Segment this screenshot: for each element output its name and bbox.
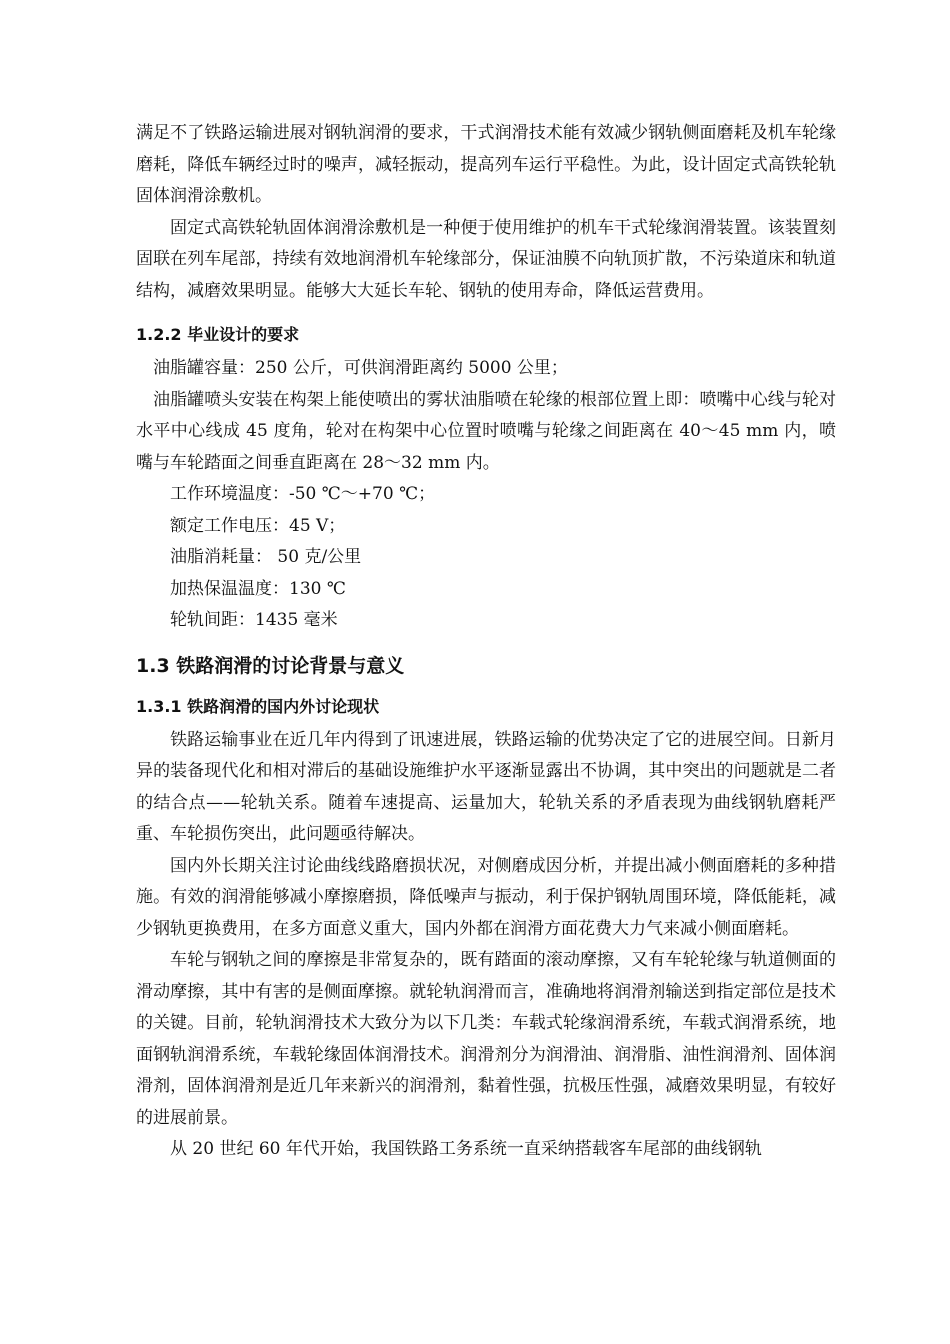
spec-grease-consumption: 油脂消耗量： 50 克/公里 <box>170 547 362 567</box>
spec-rated-voltage: 额定工作电压：45 V； <box>170 515 346 536</box>
paragraph-wear-research: 国内外长期关注讨论曲线线路磨损状况，对侧磨成因分析，并提出减小侧面磨耗的多种措施。有效的润滑能够减小摩擦磨损，降低噪声与振动，利于保护钢轨周围环境，降低能耗，减少钢轨更换费用，在多方面意义重大，国内外都在润滑方面花费大力气来减小侧面磨耗。 <box>136 855 836 939</box>
document-page <box>136 118 836 1166</box>
spec-operating-temperature: 工作环境温度：-50 ℃～+70 ℃； <box>170 484 436 504</box>
paragraph-device-description: 固定式高铁轮轨固体润滑涂敷机是一种便于使用维护的机车干式轮缘润滑装置。该装置刻固联在列车尾部，持续有效地润滑机车轮缘部分，保证油膜不向轨顶扩散，不污染道床和轨道结构，减磨效果明显。能够大大延长车轮、钢轨的使用寿命，降低运营费用。 <box>136 217 836 301</box>
requirement-tank-capacity: 油脂罐容量：250 公斤，可供润滑距离约 5000 公里； <box>153 358 568 378</box>
paragraph-history: 从 20 世纪 60 年代开始，我国铁路工务系统一直采纳搭载客车尾部的曲线钢轨 <box>170 1139 762 1159</box>
spec-rail-gauge: 轮轨间距：1435 毫米 <box>170 610 338 630</box>
paragraph-railway-development: 铁路运输事业在近几年内得到了讯速进展，铁路运输的优势决定了它的进展空间。日新月异的装备现代化和相对滞后的基础设施维护水平逐渐显露出不协调，其中突出的问题就是二者的结合点——轮轨关系。随着车速提高、运量加大，轮轨关系的矛盾表现为曲线钢轨磨耗严重、车轮损伤突出，此问题亟待解决。 <box>136 729 836 844</box>
paragraph-friction-lubrication: 车轮与钢轨之间的摩擦是非常复杂的，既有踏面的滚动摩擦，又有车轮轮缘与轨道侧面的滑动摩擦，其中有害的是侧面摩擦。就轮轨润滑而言，准确地将润滑剂输送到指定部位是技术的关键。目前，轮轨润滑技术大致分为以下几类：车载式轮缘润滑系统，车载式润滑系统，地面钢轨润滑系统，车载轮缘固体润滑技术。润滑剂分为润滑油、润滑脂、油性润滑剂、固体润滑剂，固体润滑剂是近几年来新兴的润滑剂，黏着性强，抗极压性强，减磨效果明显，有较好的进展前景。 <box>136 950 836 1128</box>
paragraph-intro-continued: 满足不了铁路运输进展对钢轨润滑的要求，干式润滑技术能有效减少钢轨侧面磨耗及机车轮缘磨耗，降低车辆经过时的噪声，减轻振动，提高列车运行平稳性。为此，设计固定式高铁轮轨固体润滑涂敷机。 <box>136 123 836 206</box>
requirement-nozzle-position: 油脂罐喷头安装在构架上能使喷出的雾状油脂喷在轮缘的根部位置上即：喷嘴中心线与轮对水平中心线成 45 度角，轮对在构架中心位置时喷嘴与轮缘之间距离在 40～45 mm 内，喷嘴与车轮踏面之间垂直距离在 28～32 mm 内。 <box>136 389 836 473</box>
spec-heating-temperature: 加热保温温度：130 ℃ <box>170 578 346 599</box>
section-heading-1-3-1: 1.3.1 铁路润滑的国内外讨论现状 <box>136 696 380 716</box>
section-heading-1-2-2: 1.2.2 毕业设计的要求 <box>136 325 300 344</box>
section-heading-1-3: 1.3 铁路润滑的讨论背景与意义 <box>136 654 405 677</box>
